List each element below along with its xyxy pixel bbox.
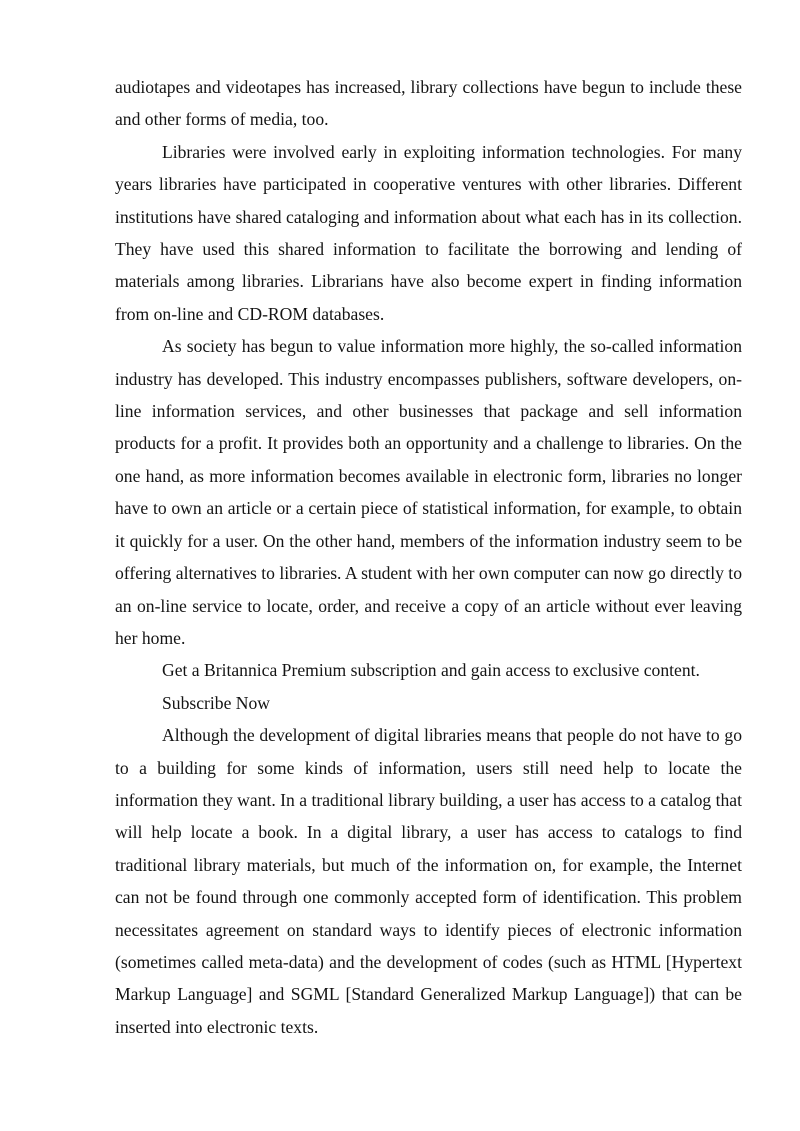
document-page	[115, 71, 742, 1043]
premium-promo-text: Get a Britannica Premium subscription and gain access to exclusive content.	[162, 660, 700, 681]
subscribe-now-link[interactable]: Subscribe Now	[162, 692, 270, 713]
paragraph-information-technologies: Libraries were involved early in exploiting information technologies. For many years libraries have participated in cooperative ventures with other libraries. Different institutions have shared cataloging and information about what each has in its collection. They have used this shared information to facilitate the borrowing and lending of materials among libraries. Librarians have also become expert in finding information from on-line and CD-ROM databases.	[115, 141, 742, 324]
paragraph-digital-libraries: Although the development of digital libraries means that people do not have to go to a building for some kinds of information, users still need help to locate the information they want. In a traditional library building, a user has access to a catalog that will help locate a book. In a digital library, a user has access to catalogs to find traditional library materials, but much of the information on, for example, the Internet can not be found through one commonly accepted form of identification. This problem necessitates agreement on standard ways to identify pieces of electronic information (sometimes called meta-data) and the development of codes (such as HTML [Hypertext Markup Language] and SGML [Standard Generalized Markup Language]) that can be inserted into electronic texts.	[115, 725, 742, 1037]
paragraph-information-industry: As society has begun to value information more highly, the so-called information industry has developed. This industry encompasses publishers, software developers, on-line information services, and other businesses that package and sell information products for a profit. It provides both an opportunity and a challenge to libraries. On the one hand, as more information becomes available in electronic form, libraries no longer have to own an article or a certain piece of statistical information, for example, to obtain it quickly for a user. On the other hand, members of the information industry seem to be offering alternatives to libraries. A student with her own computer can now go directly to an on-line service to locate, order, and receive a copy of an article without ever leaving her home.	[115, 336, 742, 648]
paragraph-media-collections: audiotapes and videotapes has increased, library collections have begun to include these and other forms of media, too.	[115, 77, 742, 130]
